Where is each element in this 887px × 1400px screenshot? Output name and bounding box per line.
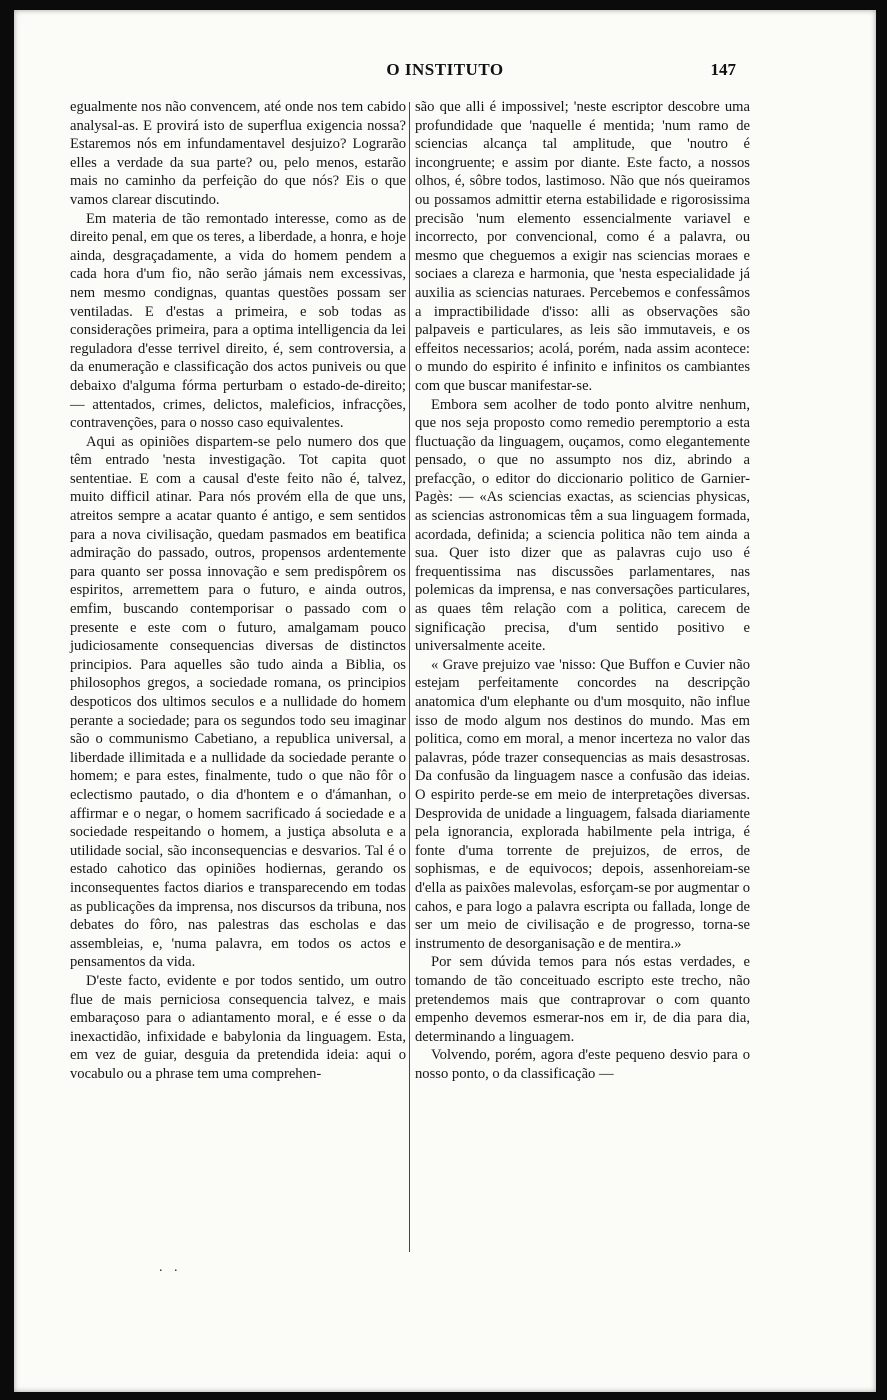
paragraph: Aqui as opiniões dispartem-se pelo numero dos que têm entrado 'nesta investigação. Tot capita quot sententiae. E com a causal d'este feito não é, talvez, muito difficil atinar. Para nós provém ella de que uns, atreitos sempre a acatar quanto é antigo, e sem sentidos para a nova civilisação, quedam pasmados em beatifica admiração do passado, outros, propensos ardentemente para quanto ser possa innovação e sem predispôrem os espiritos, arremettem para o futuro, e ainda outros, emfim, buscando contemporisar o passado com o presente e este com o futuro, amalgamam pouco judiciosamente consequencias diversas de distinctos principios. Para aquelles são tudo ainda a Biblia, os philosophos gregos, a sociedade romana, os principios despoticos dos ultimos seculos e a nullidade do homem perante a sociedade; para os segundos todo seu imaginar são o communismo Cabetiano, a republica universal, a liberdade illimitada e a nullidade da sociedade perante o homem; e para estes, finalmente, tudo o que não fôr o eclectismo pautado, o dia d'hontem e o d'ámanhan, o affirmar e o negar, o homem sacrificado á sociedade e a sociedade respeitando o homem, a justiça absoluta e a utilidade social, são inconsequencias e desvarios. Tal é o estado cahotico das opiniões hodiernas, gerando os inconsequentes factos diarios e transparecendo em todas as publicações da imprensa, nos discursos da tribuna, nos debates do fôro, nas palestras das escholas e das assembleias, e, 'numa palavra, em todos os actos e pensamentos da vida. <box>70 433 406 971</box>
paragraph: são que alli é impossivel; 'neste escriptor descobre uma profundidade que 'naquelle é mentida; 'num ramo de sciencias alcança tal amplitude, que 'noutro é incongruente; e assim por diante. Este facto, a nossos olhos, é, sôbre todos, lastimoso. Não que nós queiramos ou possamos admittir eterna estabilidade e rigorosissima precisão 'num elemento essencialmente variavel e incorrecto, por convencional, como é a palavra, ou mesmo que cheguemos a exigir nas sciencias moraes e sociaes a clareza e harmonia, que 'nesta especialidade já auxilia as sciencias naturaes. Percebemos e confessâmos a impractibilidade d'isso: alli as observações são palpaveis e particulares, as leis são immutaveis, e os effeitos necessarios; acolá, porém, nada assim acontece: o mundo do espirito é infinito e infinitos os cambiantes com que buscar manifestar-se. <box>415 99 750 394</box>
paragraph: Volvendo, porém, agora d'este pequeno desvio para o nosso ponto, o da classificação — <box>415 1047 750 1082</box>
right-column <box>415 98 750 1083</box>
paragraph: Em materia de tão remontado interesse, como as de direito penal, em que os teres, a liberdade, a honra, e hoje ainda, desgraçadamente, a vida do homem pendem a cada hora d'um fio, não serão jámais nem excessivas, nem mesmo condignas, quantas questões possam ser ventiladas. E d'estas a primeira, e sob todas as considerações primeira, para a optima intelligencia da lei reguladora d'esse terrivel direito, é, sem controversia, a da enumeração e classificação dos actos puniveis ou que debaixo d'alguma fórma perturbam o estado-de-direito; — attentados, crimes, delictos, maleficios, infracções, contravenções, para o nosso caso equivalentes. <box>70 210 406 432</box>
left-column <box>70 98 406 1083</box>
document-page <box>14 10 876 1392</box>
paragraph: D'este facto, evidente e por todos sentido, um outro flue de mais perniciosa consequencia talvez, e mais embaraçoso para o adiantamento moral, e é esse o da inexactidão, infixidade e babylonia da linguagem. Esta, em vez de guiar, desguia da pretendida ideia: aqui o vocabulo ou a phrase tem uma comprehen- <box>70 972 406 1082</box>
footer-mark: . . <box>159 1260 182 1275</box>
running-header-title: O INSTITUTO <box>386 60 504 79</box>
paragraph: Embora sem acolher de todo ponto alvitre nenhum, que nos seja proposto como remedio peremptorio a esta fluctuação da linguagem, ouçamos, como elegantemente pensado, o que no assumpto nos diz, abrindo a prefacção, o editor do diccionario politico de Garnier-Pagès: — «As sciencias exactas, as sciencias physicas, as sciencias astronomicas têm a sua linguagem formada, acordada, definida; a sciencia politica não tem ainda a sua. Quer isto dizer que as palavras cujo uso é frequentissima nas discussões parlamentares, nas polemicas da imprensa, e nas conversações particulares, as quaes têm relação com a politica, carecem de significação precisa, d'um sentido positivo e universalmente aceite. <box>415 396 750 655</box>
paragraph: « Grave prejuizo vae 'nisso: Que Buffon e Cuvier não estejam perfeitamente concordes na descripção anatomica d'um elephante ou d'um mosquito, não influe isso de modo algum nos destinos do mundo. Mas em politica, como em moral, a menor incerteza no valor das palavras, póde trazer consequencias as mais desastrosas. Da confusão da linguagem nasce a confusão das ideias. O espirito perde-se em meio de interpretações diversas. Desprovida de unidade a linguagem, falsada diariamente pela ignorancia, explorada habilmente pela intriga, é fonte d'uma torrente de prejuizos, de erros, de sophismas, e de equivocos; depois, assenhoreiam-se d'ella as paixões malevolas, esforçam-se por augmentar o cahos, e para logo a palavra escripta ou fallada, longe de ser um meio de civilisação e de progresso, torna-se instrumento de desorganisação e de mentira.» <box>415 656 750 952</box>
column-divider <box>409 102 410 1252</box>
paragraph: egualmente nos não convencem, até onde nos tem cabido analysal-as. E provirá isto de superflua exigencia nossa? Estaremos nós em infundamentavel desjuizo? Lograrão elles a verdade da sua parte? ou, pelo menos, estarão mais no caminho da perfeição do que nós? Eis o que vamos clarear discutindo. <box>70 99 406 208</box>
page-number: 147 <box>710 60 736 79</box>
paragraph: Por sem dúvida temos para nós estas verdades, e tomando de tão conceituado escripto este trecho, não pretendemos mais que contraprovar o com quanto empenho devemos esmerar-nos em ir, de dia para dia, determinando a linguagem. <box>415 954 750 1045</box>
